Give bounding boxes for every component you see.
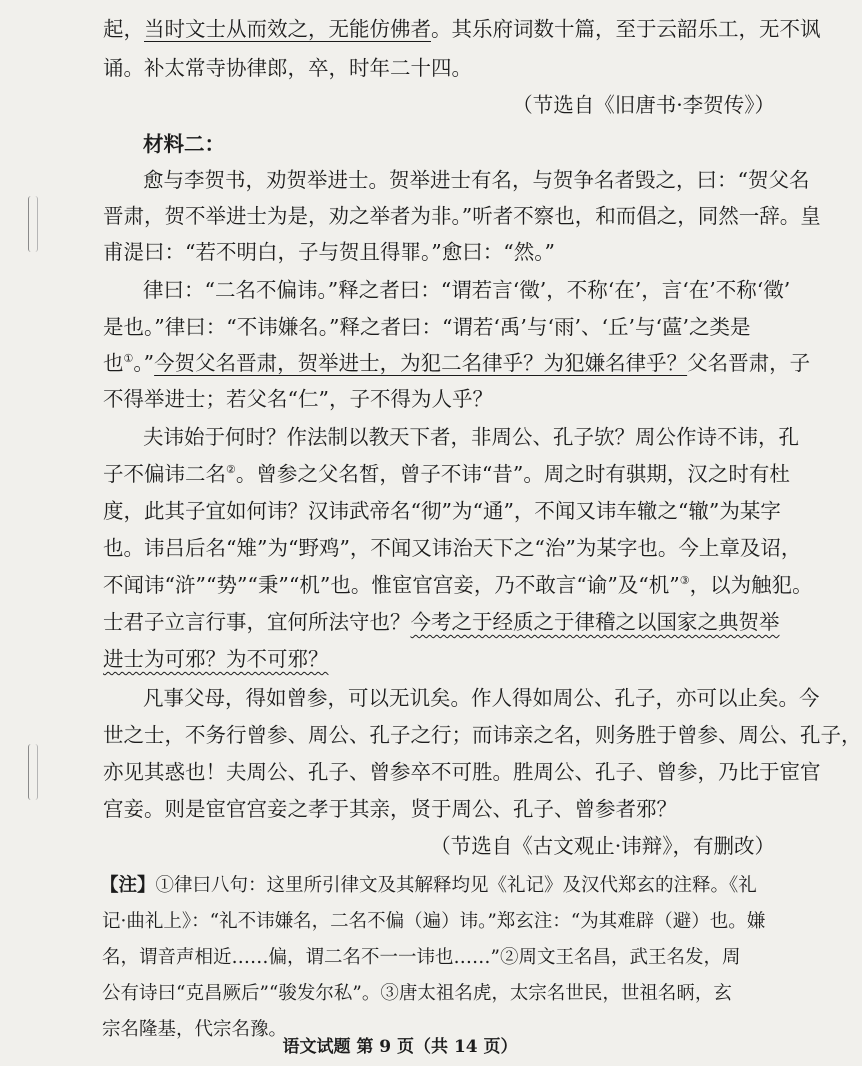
text-line: 愈与李贺书，劝贺举进士。贺举进士有名，与贺争名者毁之，曰：“贺父名 xyxy=(143,168,810,192)
text-line xyxy=(103,642,783,676)
text-line: 诵。补太常寺协律郎，卒，时年二十四。 xyxy=(103,56,472,80)
text-line: 起，当时文士从而效之，无能仿佛者。其乐府词数十篇，至于云韶乐工，无不讽 xyxy=(103,17,821,41)
note-line: 记·曲礼上》：“礼不讳嫌名，二名不偏（遍）讳。”郑玄注：“为其难辟（避）也。嫌 xyxy=(102,911,766,932)
text-line: 夫讳始于何时？作法制以教天下者，非周公、孔子欤？周公作诗不讳，孔 xyxy=(143,425,799,449)
text-line: 律曰：“二名不偏讳。”释之者曰：“谓若言‘徵’，不称‘在’，言‘在’不称‘徵’ xyxy=(143,278,791,302)
text-line: 晋肃，贺不举进士为是，劝之举者为非。”听者不察也，和而倡之，同然一辞。皇 xyxy=(103,204,821,228)
text-line: 度，此其子宜如何讳？汉讳武帝名“彻”为“通”，不闻又讳车辙之“辙”为某字 xyxy=(103,499,781,523)
note-tag: 【注】 xyxy=(100,875,156,896)
underlined-sentence: 当时文士从而效之，无能仿佛者 xyxy=(144,17,431,41)
wavy-underlined-sentence: 今考之于经质之于律稽之以国家之典贺举 xyxy=(410,610,780,634)
text-line: 士君子立言行事，宜何所法守也？今考之于经质之于律稽之以国家之典贺举 xyxy=(103,610,780,634)
source-citation: （节选自《古文观止·讳辩》，有删改） xyxy=(430,834,775,858)
text-line: 凡事父母，得如曾参，可以无讥矣。作人得如周公、孔子，亦可以止矣。今 xyxy=(143,686,820,710)
note-line: 公有诗曰“克昌厥后”“骏发尔私”。③唐太祖名虎，太宗名世民，世祖名昞，玄 xyxy=(102,983,732,1004)
text-line: 亦见其惑也！夫周公、孔子、曾参卒不可胜。胜周公、孔子、曾参，乃比于宦官 xyxy=(103,760,821,784)
text-line: 世之士，不务行曾参、周公、孔子之行；而讳亲之名，则务胜于曾参、周公、孔子， xyxy=(103,723,862,747)
footnote-marker: ② xyxy=(226,463,236,476)
binding-staple-bottom xyxy=(28,744,38,800)
wavy-underlined-sentence: 进士为可邪？为不可邪？ xyxy=(103,647,329,671)
note-line: 宗名隆基，代宗名豫。 xyxy=(102,1019,288,1040)
page-footer: 语文试题 第 9 页（共 14 页） xyxy=(282,1037,518,1057)
text-line: 宫妾。则是宦官宫妾之孝于其亲，贤于周公、孔子、曾参者邪？ xyxy=(103,797,677,821)
text-line: 不得举进士；若父名“仁”，子不得为人乎？ xyxy=(103,387,493,411)
note-line: 【注】①律曰八句：这里所引律文及其解释均见《礼记》及汉代郑玄的注释。《礼 xyxy=(100,875,757,896)
source-citation: （节选自《旧唐书·李贺传》） xyxy=(512,93,775,117)
footnote-marker: ③ xyxy=(679,574,690,587)
text-line: 甫湜曰：“若不明白，子与贺且得罪。”愈曰：“然。” xyxy=(103,240,555,264)
text-line: 也。讳吕后名“雉”为“野鸡”，不闻又讳治天下之“治”为某字也。今上章及诏， xyxy=(103,536,802,560)
underlined-sentence: 今贺父名晋肃，贺举进士，为犯二名律乎？为犯嫌名律乎？ xyxy=(154,351,688,375)
text-line: 是也。”律曰：“不讳嫌名。”释之者曰：“谓若‘禹’与‘雨’、‘丘’与‘蓲’之类是 xyxy=(103,315,751,339)
section-heading: 材料二： xyxy=(143,132,225,156)
text-line: 也①。”今贺父名晋肃，贺举进士，为犯二名律乎？为犯嫌名律乎？父名晋肃，子 xyxy=(103,351,811,375)
footnote-marker: ① xyxy=(123,352,134,365)
note-line: 名，谓音声相近……偏，谓二名不一一讳也……”②周文王名昌，武王名发，周 xyxy=(102,947,741,968)
text-line: 子不偏讳二名②。曾参之父名皙，曾子不讳“昔”。周之时有骐期，汉之时有杜 xyxy=(103,462,790,486)
text-line: 不闻讳“浒”“势”“秉”“机”也。惟宦官宫妾，乃不敢言“谕”及“机”③，以为触犯。 xyxy=(103,573,813,597)
binding-staple-top xyxy=(28,196,38,252)
